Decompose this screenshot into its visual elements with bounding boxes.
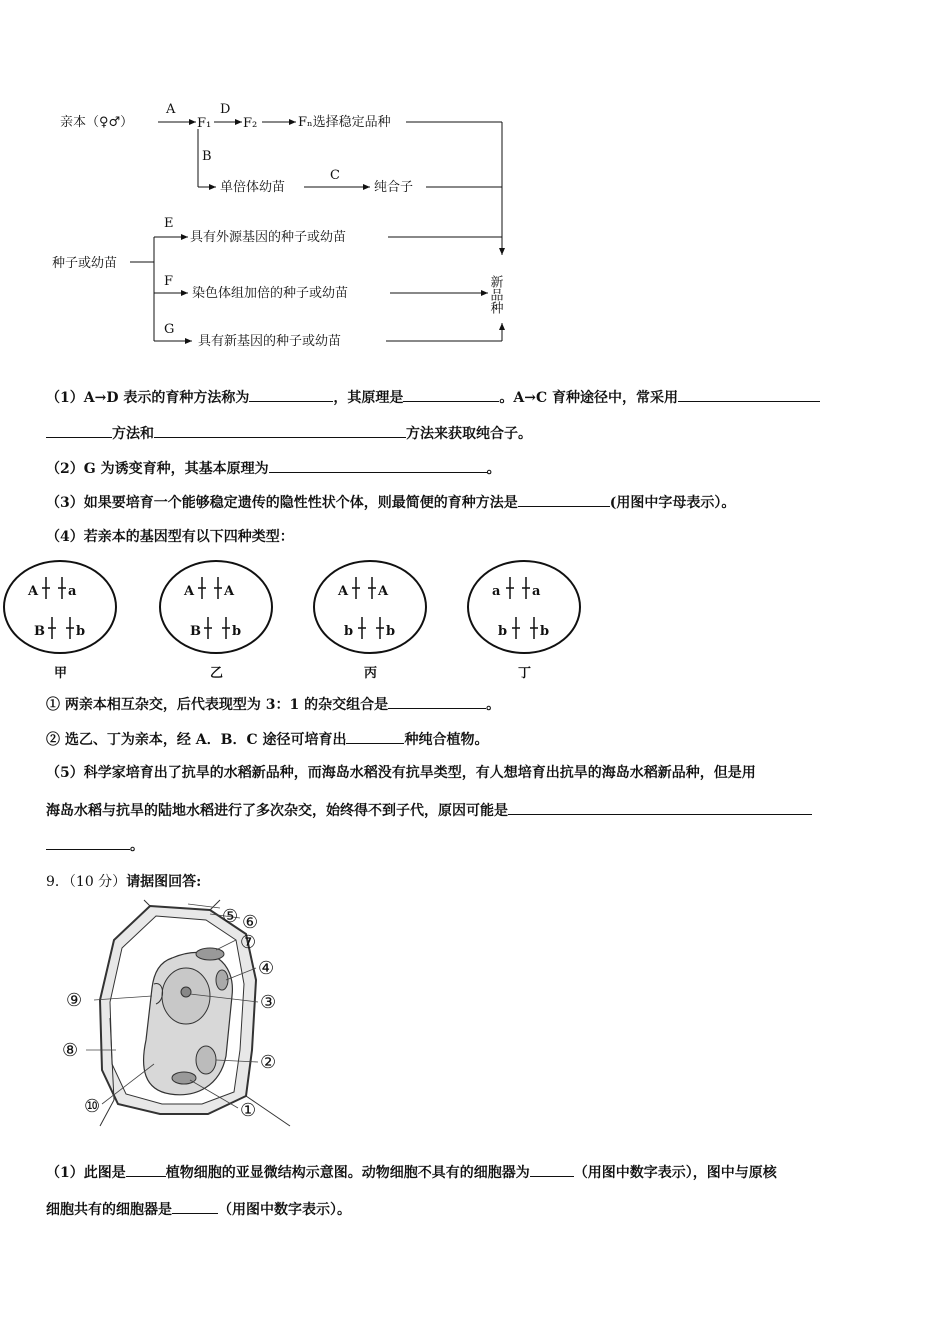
cell-outline	[314, 561, 426, 653]
q9-header	[46, 872, 201, 892]
gene-bottom-right: b	[232, 624, 242, 639]
q9-p1-c: （用图中数字表示），图中与原核	[573, 1165, 777, 1181]
genotype-cell-2	[160, 561, 272, 681]
q8-p1-d: 方法和	[112, 426, 154, 442]
homozygote-label: 纯合子	[374, 180, 414, 195]
genotype-name: 乙	[210, 666, 224, 681]
q8-p3-b: (用图中字母表示）。	[609, 495, 736, 511]
label-B: B	[202, 149, 212, 164]
answer-blank[interactable]	[388, 694, 486, 709]
label-5: ⑤	[222, 906, 239, 927]
answer-blank[interactable]	[530, 1162, 574, 1177]
label-1: ①	[240, 1100, 257, 1121]
newgene-label: 具有新基因的种子或幼苗	[198, 334, 342, 349]
answer-blank[interactable]	[518, 492, 610, 507]
answer-blank[interactable]	[46, 423, 112, 438]
answer-blank[interactable]	[508, 800, 812, 815]
q9-p1-e: （用图中数字表示）。	[218, 1202, 351, 1218]
q9-part1-line2	[46, 1199, 351, 1220]
genotype-cell-3	[314, 561, 426, 681]
q9-p1-b: 植物细胞的亚显微结构示意图。动物细胞不具有的细胞器为	[165, 1165, 530, 1181]
gene-bottom-left: b	[344, 624, 354, 639]
q8-part1-line2	[46, 423, 532, 444]
label-8: ⑧	[62, 1040, 79, 1061]
genotype-name: 甲	[54, 666, 68, 681]
label-G: G	[164, 322, 175, 337]
genotype-cell-4	[468, 561, 580, 681]
gene-bottom-left: B	[34, 624, 45, 639]
exogenous-label: 具有外源基因的种子或幼苗	[190, 230, 347, 245]
q8-part2	[46, 458, 501, 479]
doubled-label: 染色体组加倍的种子或幼苗	[192, 286, 349, 301]
q8-p1-c: 。A→C 育种途径中，常采用	[499, 390, 678, 406]
q8-p4-1a: ① 两亲本相互杂交，后代表现型为 3：1 的杂交组合是	[46, 697, 389, 713]
q9-number: 9．	[46, 874, 69, 890]
q8-p4-2b: 种纯合植物。	[404, 732, 489, 748]
q8-p1-e: 方法来获取纯合子。	[406, 426, 532, 442]
q8-p5-line1: （5）科学家培育出了抗旱的水稻新品种，而海岛水稻没有抗旱类型，有人想培育出抗旱的海岛水稻新品种，但是用	[46, 765, 756, 781]
label-C: C	[330, 168, 340, 183]
q8-part5-line3	[46, 835, 144, 856]
breeding-diagram	[40, 95, 520, 355]
gene-top-left: A	[184, 584, 195, 599]
q9-prompt: 请据图回答:	[126, 874, 202, 890]
q8-part5-line2	[46, 800, 812, 821]
genotype-name: 丙	[364, 666, 378, 681]
cell-outline	[4, 561, 116, 653]
answer-blank[interactable]	[269, 458, 487, 473]
gene-top-right: A	[224, 584, 235, 599]
label-6: ⑥	[242, 912, 259, 933]
cell-outline	[468, 561, 580, 653]
q8-part4-1	[46, 694, 500, 715]
gene-top-right: a	[532, 584, 541, 599]
q8-p5-line2: 海岛水稻与抗旱的陆地水稻进行了多次杂交，始终得不到子代，原因可能是	[46, 803, 508, 819]
answer-blank[interactable]	[154, 423, 406, 438]
gene-bottom-right: b	[76, 624, 86, 639]
new-variety-text: 新品种	[487, 275, 503, 314]
parent-label: 亲本（♀♂）	[60, 115, 134, 130]
gene-bottom-left: b	[498, 624, 508, 639]
q9-p1-d: 细胞共有的细胞器是	[46, 1202, 172, 1218]
q8-p4-2a: ② 选乙、丁为亲本，经 A．B．C 途径可培育出	[46, 732, 347, 748]
q8-part1-line1	[46, 387, 820, 408]
label-D: D	[220, 102, 231, 117]
label-A: A	[166, 102, 176, 117]
label-E: E	[164, 216, 174, 231]
answer-blank[interactable]	[346, 729, 404, 744]
q9-part1-line1	[46, 1162, 777, 1183]
q8-part4	[46, 527, 294, 547]
label-9: ⑨	[66, 990, 83, 1011]
gene-bottom-right: b	[386, 624, 396, 639]
answer-blank[interactable]	[46, 835, 130, 850]
label-Fn-select: Fₙ选择稳定品种	[298, 115, 391, 130]
gene-bottom-left: B	[190, 624, 201, 639]
label-10: ⑩	[84, 1096, 101, 1117]
label-F: F	[164, 274, 174, 289]
q8-part5-line1	[46, 763, 756, 783]
answer-blank[interactable]	[403, 387, 499, 402]
gene-top-left: a	[492, 584, 501, 599]
q8-p1-b: ，其原理是	[333, 390, 404, 406]
seed-label: 种子或幼苗	[52, 256, 118, 271]
answer-blank[interactable]	[172, 1199, 218, 1214]
haploid-label: 单倍体幼苗	[220, 180, 286, 195]
q9-p1-a: （1）此图是	[46, 1165, 126, 1181]
q8-p3-a: （3）如果要培育一个能够稳定遗传的隐性性状个体，则最简便的育种方法是	[46, 495, 518, 511]
gene-top-right: A	[378, 584, 389, 599]
q8-part4-2	[46, 729, 488, 750]
q8-p5-end: 。	[130, 838, 144, 854]
label-4: ④	[258, 958, 275, 979]
label-7: ⑦	[240, 932, 257, 953]
genotype-cells	[28, 555, 640, 685]
label-F2: F₂	[243, 116, 258, 131]
q8-part3	[46, 492, 735, 513]
gene-top-right: a	[68, 584, 77, 599]
label-2: ②	[260, 1052, 277, 1073]
q8-p2-b: 。	[486, 461, 501, 477]
q8-p4-1b: 。	[486, 697, 501, 713]
new-variety-label	[488, 275, 504, 314]
genotype-cell-1	[4, 561, 116, 681]
q8-p4: （4）若亲本的基因型有以下四种类型：	[46, 529, 294, 545]
label-3: ③	[260, 992, 277, 1013]
cell-outline	[160, 561, 272, 653]
gene-bottom-right: b	[540, 624, 550, 639]
answer-blank[interactable]	[678, 387, 820, 402]
q8-p2-a: （2）G 为诱变育种，其基本原理为	[46, 461, 269, 477]
label-F1: F₁	[197, 116, 212, 131]
gene-top-left: A	[28, 584, 39, 599]
q9-score: （10 分）	[68, 874, 127, 890]
answer-blank[interactable]	[126, 1162, 166, 1177]
q8-p1-a: （1）A→D 表示的育种方法称为	[46, 390, 250, 406]
answer-blank[interactable]	[249, 387, 333, 402]
gene-top-left: A	[338, 584, 349, 599]
plant-cell-diagram	[60, 900, 300, 1132]
genotype-name: 丁	[518, 666, 532, 681]
